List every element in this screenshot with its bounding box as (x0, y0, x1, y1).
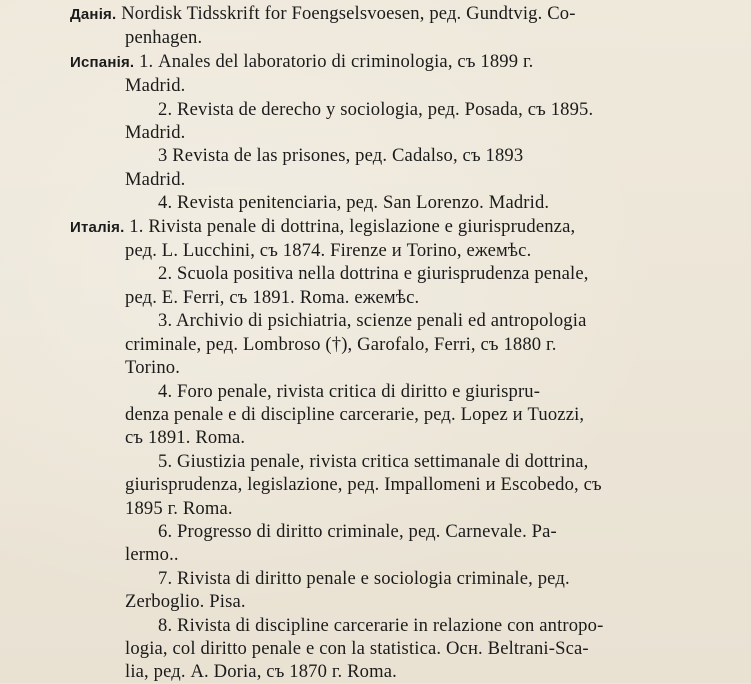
entry-italy-8 (72, 614, 722, 684)
line: Torino. (125, 357, 181, 379)
line: 3. Archivio di psichiatria, scienze penali ed antropologia (158, 310, 587, 332)
country-label: Данія. (70, 6, 117, 23)
entry-spain-2 (72, 98, 722, 145)
line: 4. Foro penale, rivista critica di diritto e giurispru- (158, 380, 541, 402)
entry-italy-4 (72, 380, 722, 450)
entry-spain-1 (72, 50, 722, 98)
entry-italy-3 (72, 309, 722, 379)
line: ред. E. Ferri, съ 1891. Roma. ежемѣс. (125, 286, 420, 308)
entry-text: 1. Anales del laboratorio di criminologia, съ 1899 г. (134, 50, 534, 72)
line: penhagen. (125, 27, 203, 49)
line: 4. Revista penitenciaria, ред. San Lorenzo. Madrid. (158, 192, 550, 214)
line: ред. L. Lucchini, съ 1874. Firenze и Torino, ежемѣс. (125, 240, 532, 262)
entry-text: 1. Rivista penale di dottrina, legislazione e giurisprudenza, (124, 215, 576, 237)
entry-italy-5 (72, 450, 722, 520)
line: Madrid. (125, 75, 186, 97)
line: 3 Revista de las prisones, ред. Cadalso, съ 1893 (158, 145, 524, 167)
entry-spain-3 (72, 144, 722, 191)
line: Madrid. (125, 168, 186, 190)
entry-denmark (72, 2, 722, 50)
line: 2. Revista de derecho y sociologia, ред. Posada, съ 1895. (158, 98, 594, 120)
entry-italy-1 (72, 215, 722, 263)
line (70, 2, 722, 26)
line: 5. Giustizia penale, rivista critica settimanale di dottrina, (158, 450, 589, 472)
line: giurisprudenza, legislazione, ред. Impallomeni и Escobedo, съ (125, 474, 602, 496)
entry-italy-2 (72, 262, 722, 309)
line: 8. Rivista di discipline carcerarie in relazione con antropo- (158, 614, 604, 636)
line: logia, col diritto penale e con la statistica. Осн. Beltrani-Sca- (125, 637, 589, 659)
line: denza penale e di discipline carcerarie, ред. Lopez и Tuozzi, (125, 403, 585, 425)
entry-italy-7 (72, 567, 722, 614)
line: criminale, ред. Lombroso (†), Garofalo, Ferri, съ 1880 г. (125, 333, 557, 355)
entry-italy-6 (72, 520, 722, 567)
line: Madrid. (125, 122, 186, 144)
line: 7. Rivista di diritto penale e sociologia criminale, ред. (158, 567, 570, 589)
country-label: Испанія. (70, 53, 135, 71)
entry-spain-4 (72, 191, 722, 214)
country-label: Италія. (70, 218, 125, 236)
entry-text: Nordisk Tidsskrift for Foengselsvoesen, ред. Gundtvig. Co- (116, 3, 576, 24)
line: Zerboglio. Pisa. (125, 591, 246, 613)
line: 1895 г. Roma. (125, 497, 233, 519)
line: lia, ред. A. Doria, съ 1870 г. Roma. (125, 661, 397, 683)
line: lermo.. (125, 544, 179, 566)
line (70, 50, 722, 74)
line: 2. Scuola positiva nella dottrina e giurisprudenza penale, (158, 263, 589, 285)
line: 6. Progresso di diritto criminale, ред. Carnevale. Pa- (158, 520, 557, 542)
periodicals-list (72, 2, 722, 684)
line: съ 1891. Roma. (125, 427, 246, 449)
line (70, 215, 722, 239)
